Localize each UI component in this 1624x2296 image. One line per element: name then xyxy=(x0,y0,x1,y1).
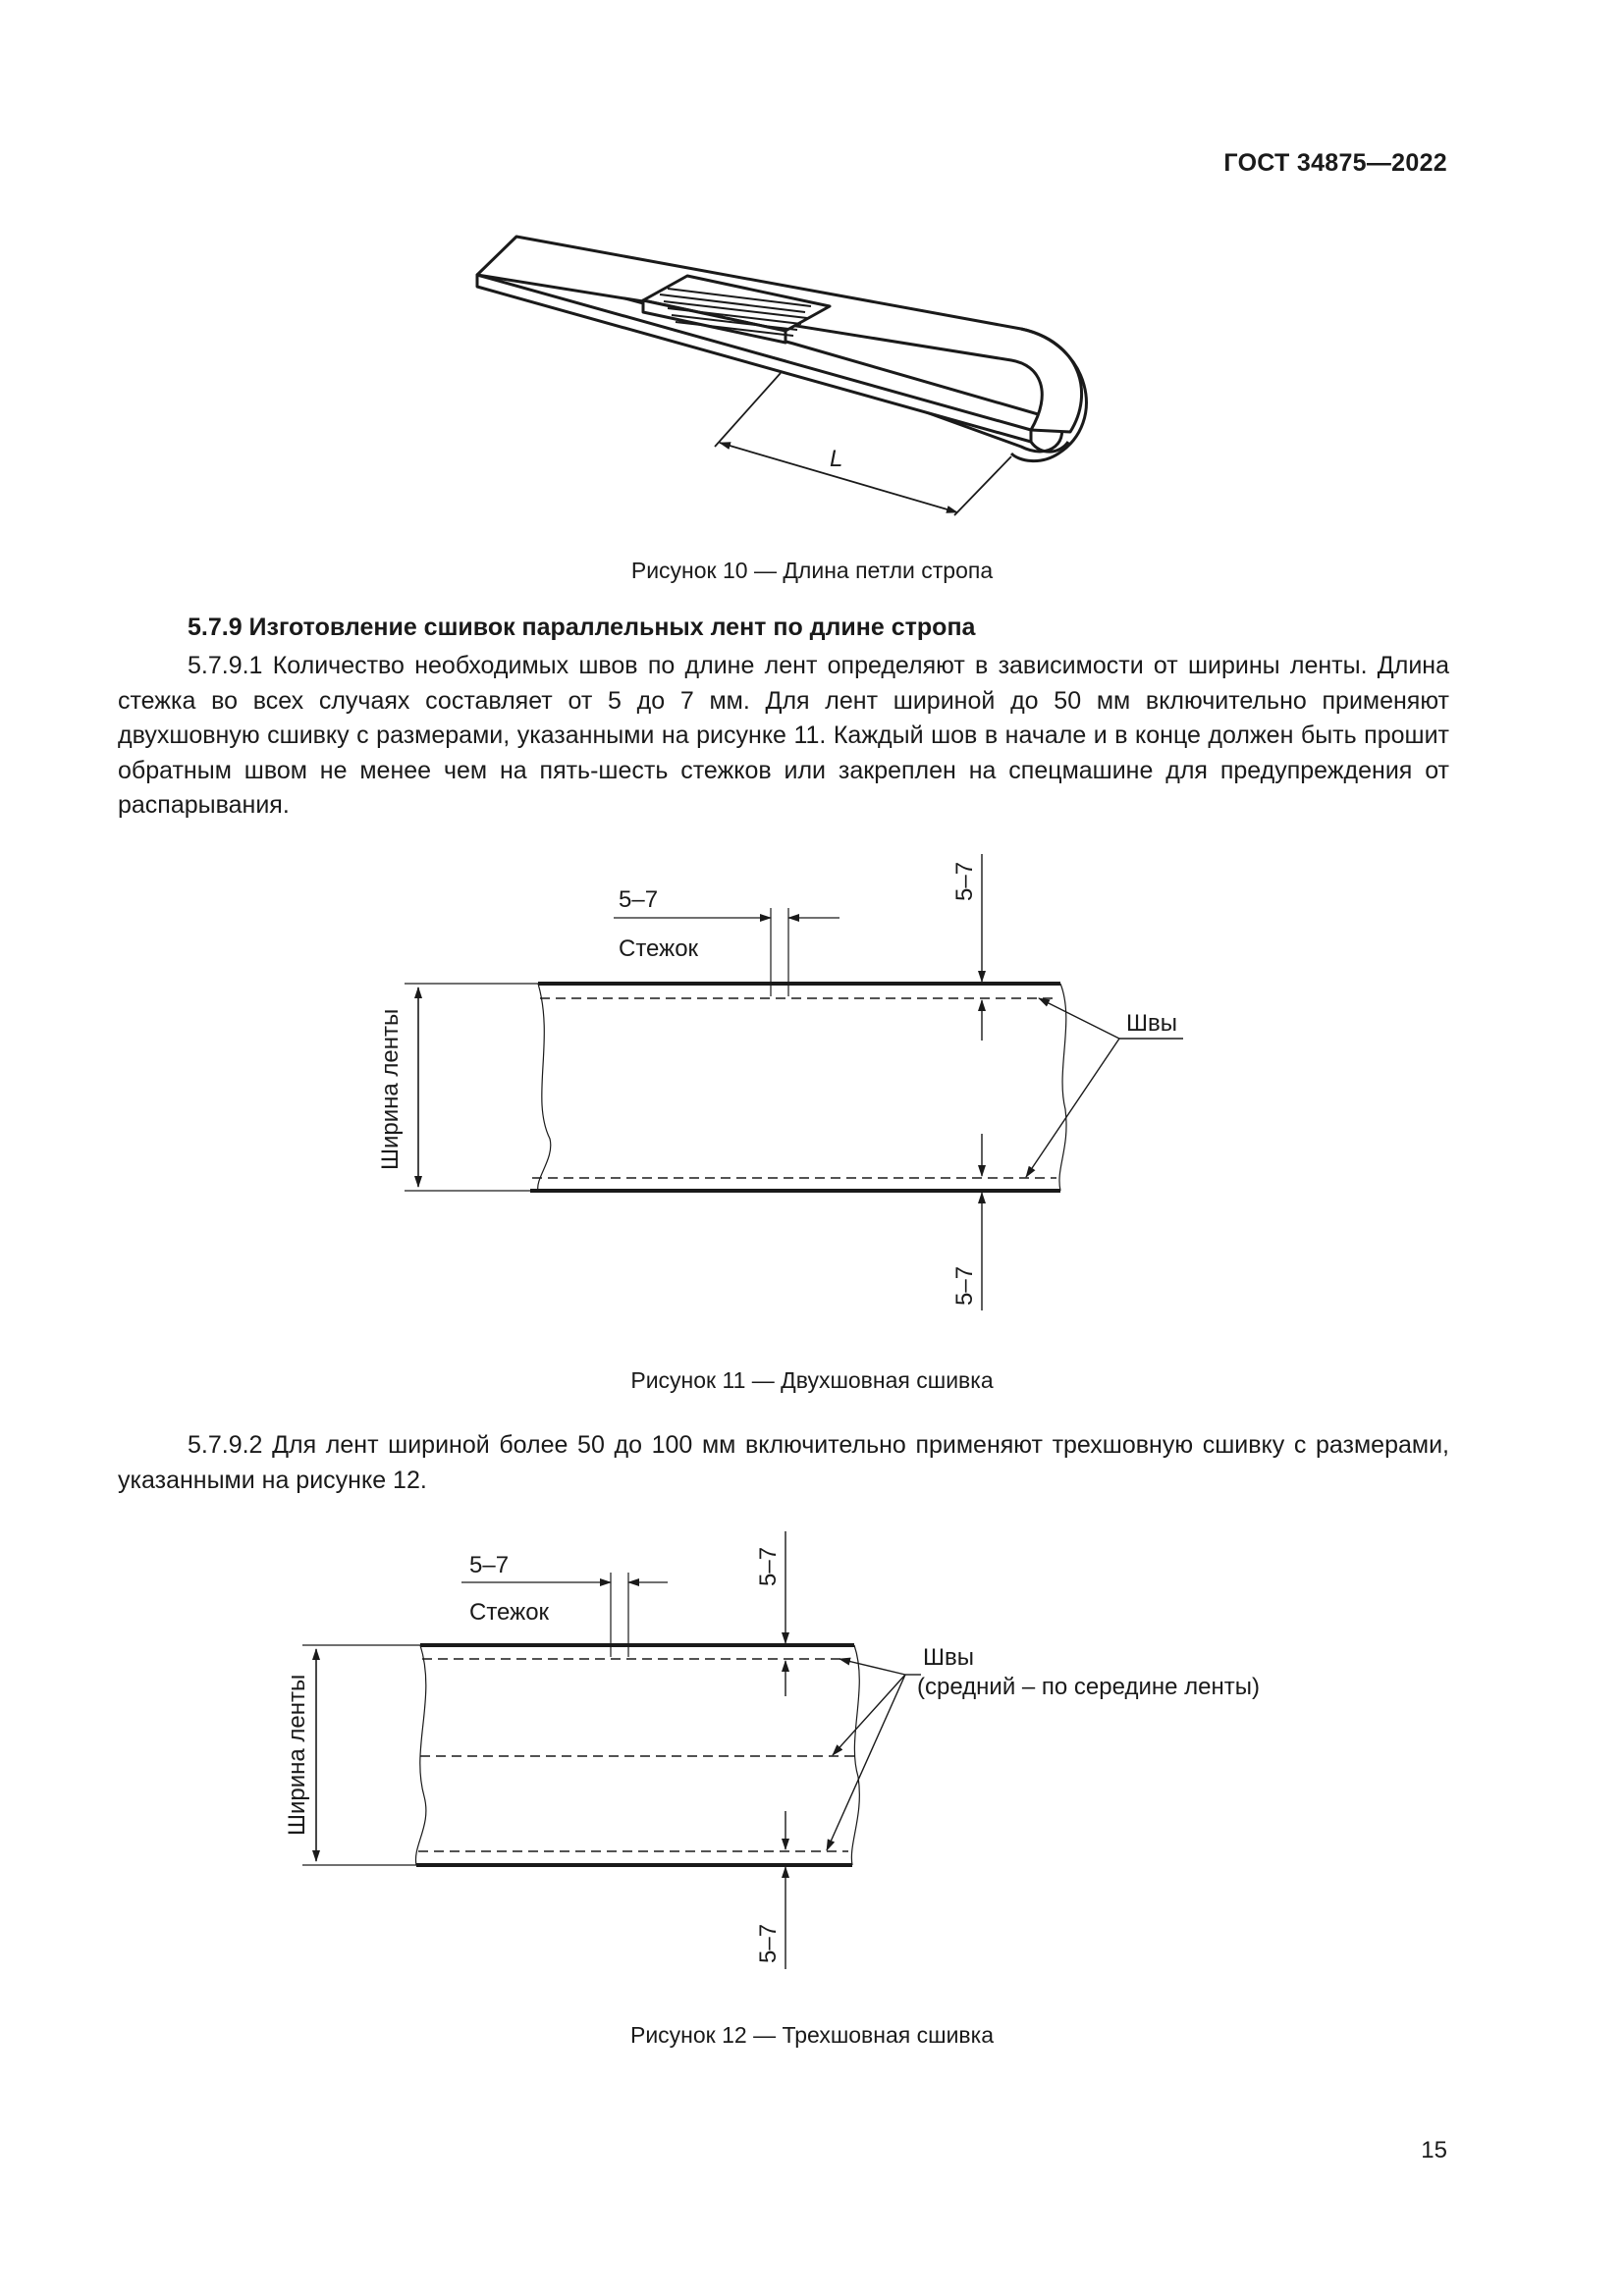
band-width-label: Ширина ленты xyxy=(377,1008,404,1170)
section-heading: 5.7.9 Изготовление сшивок параллельных лент по длине стропа xyxy=(188,614,976,641)
top-offset-label: 5–7 xyxy=(951,861,978,901)
webbing-loop xyxy=(477,237,1086,461)
figure-11-two-seam-drawing xyxy=(0,844,1624,1335)
seams-note: (средний – по середине ленты) xyxy=(917,1674,1260,1700)
seams-label: Швы xyxy=(1126,1010,1177,1037)
stitch-dimension-label: 5–7 xyxy=(619,886,659,913)
paragraph-5-7-9-1: 5.7.9.1 Количество необходимых швов по длине лент определяют в зависимости от ширины ленты. Длина стежка во всех случаях составляет от 5 до 7 мм. Для лент шириной до 50 мм включительно применяют двухшовную сшивку с размерами, указанными на рисунке 11. Каждый шов в начале и в конце должен быть прошит обратным швом не менее чем на пять-шесть стежков или закреплен на спецмашине для предупреждения от распарывания. xyxy=(118,652,1449,819)
figure-11-caption: Рисунок 11 — Двухшовная сшивка xyxy=(630,1367,994,1393)
document-standard-id: ГОСТ 34875—2022 xyxy=(1223,149,1447,177)
stitch-dimension-label: 5–7 xyxy=(469,1552,510,1578)
paragraph-5-7-9-2: 5.7.9.2 Для лент шириной более 50 до 100 мм включительно применяют трехшовную сшивку с размерами, указанными на рисунке 12. xyxy=(118,1431,1449,1494)
top-offset-label: 5–7 xyxy=(755,1546,782,1586)
stitch-label: Стежок xyxy=(619,935,699,962)
figure-12-three-seam-drawing xyxy=(0,1531,1624,2022)
band-width-label: Ширина ленты xyxy=(284,1674,310,1836)
stitch-label: Стежок xyxy=(469,1599,550,1626)
seams-label: Швы xyxy=(923,1644,974,1671)
loop-length-label: L xyxy=(830,446,843,472)
figure-10-caption: Рисунок 10 — Длина петли стропа xyxy=(630,558,994,583)
bottom-offset-label: 5–7 xyxy=(755,1923,782,1963)
page-number: 15 xyxy=(1421,2137,1447,2163)
bottom-offset-label: 5–7 xyxy=(951,1265,978,1306)
figure-10-loop-drawing xyxy=(0,0,1624,550)
figure-12-caption: Рисунок 12 — Трехшовная сшивка xyxy=(629,2022,994,2048)
